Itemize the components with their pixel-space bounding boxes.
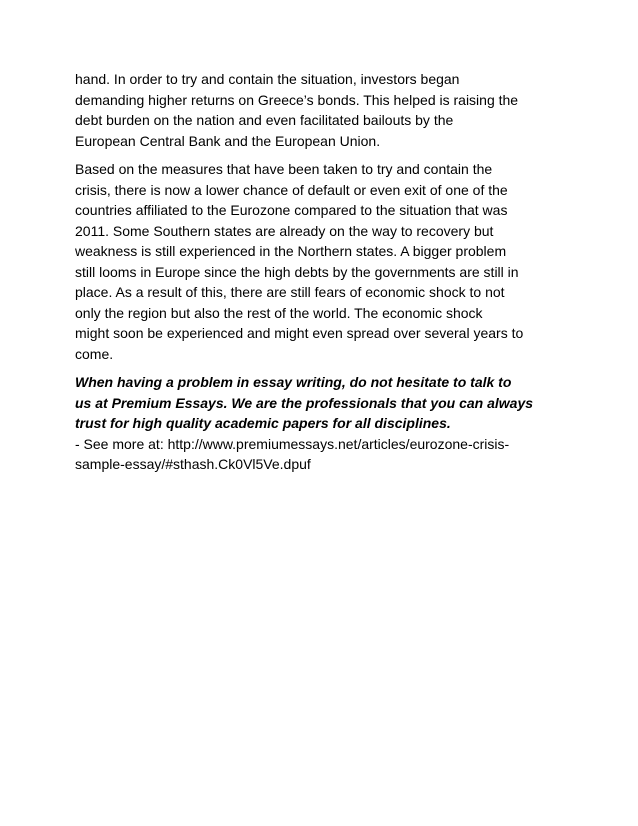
promo-line: us at Premium Essays. We are the professionals that you can always xyxy=(75,394,534,411)
text-line: Based on the measures that have been taken to try and contain the xyxy=(75,161,493,177)
text-line: crisis, there is now a lower chance of default or even exit of one of the xyxy=(75,181,508,198)
text-line: might soon be experienced and might even spread over several years to xyxy=(75,325,524,341)
source-line: - See more at: http://www.premiumessays.net/articles/eurozone-crisis- xyxy=(75,435,510,452)
text-line: place. As a result of this, there are still fears of economic shock to not xyxy=(75,284,505,300)
text-line: European Central Bank and the European Union. xyxy=(75,132,381,149)
text-line: weakness is still experienced in the Northern states. A bigger problem xyxy=(75,243,507,259)
promo-line: trust for high quality academic papers for all disciplines. xyxy=(75,415,451,431)
text-line: demanding higher returns on Greece’s bonds. This helped is raising the xyxy=(75,91,519,108)
source-link-text xyxy=(75,434,570,475)
document-body xyxy=(75,69,570,475)
text-line: still looms in Europe since the high debts by the governments are still in xyxy=(75,263,519,280)
text-line: 2011. Some Southern states are already on the way to recovery but xyxy=(75,222,494,239)
source-line: sample-essay/#sthash.Ck0Vl5Ve.dpuf xyxy=(75,456,311,472)
text-line: only the region but also the rest of the world. The economic shock xyxy=(75,304,483,321)
text-line: come. xyxy=(75,345,114,362)
paragraph-greece-bonds xyxy=(75,69,570,151)
paragraph-crisis-measures xyxy=(75,159,570,364)
text-line: hand. In order to try and contain the situation, investors began xyxy=(75,71,460,87)
text-line: debt burden on the nation and even facilitated bailouts by the xyxy=(75,112,454,128)
promo-text xyxy=(75,372,570,434)
text-line: countries affiliated to the Eurozone compared to the situation that was xyxy=(75,202,508,218)
promo-line: When having a problem in essay writing, do not hesitate to talk to xyxy=(75,374,512,390)
